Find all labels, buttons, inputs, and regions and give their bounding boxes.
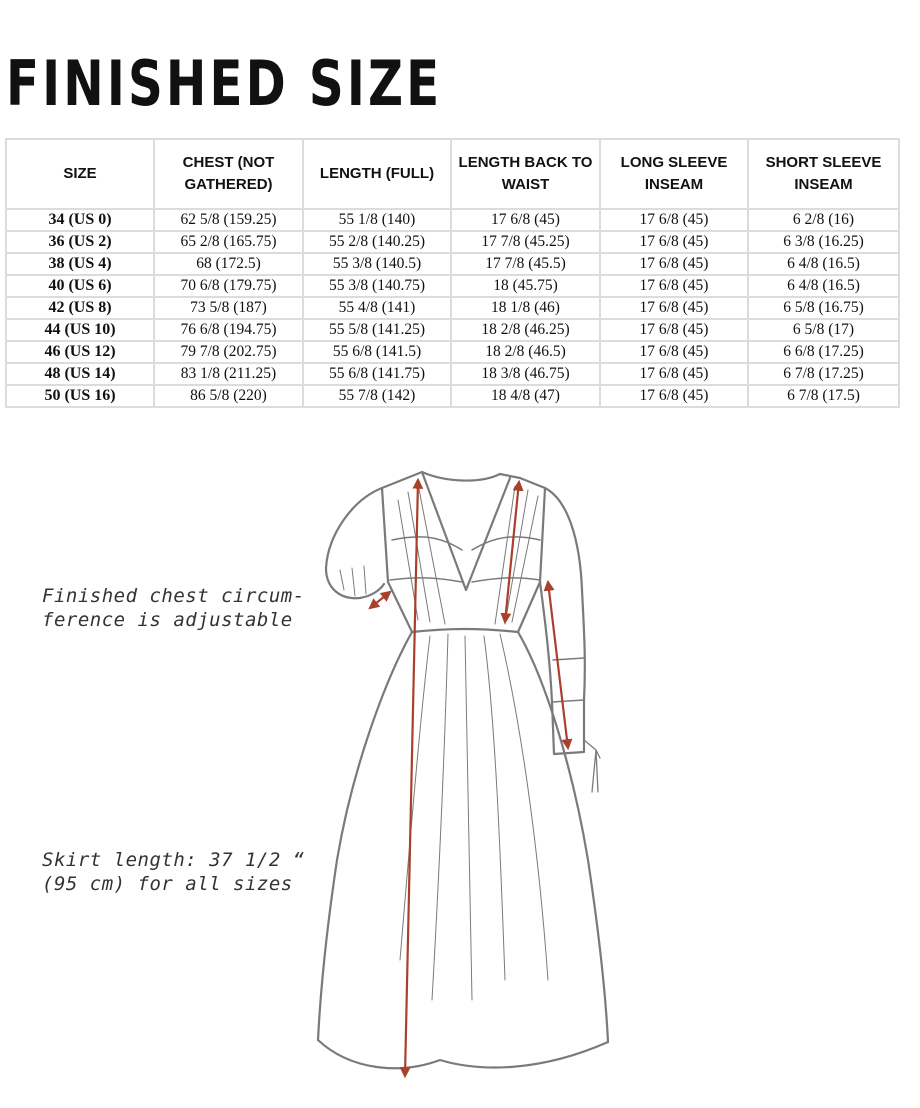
short-sleeve-cell: 6 3/8 (16.25): [748, 231, 899, 253]
back-to-waist-cell: 18 2/8 (46.5): [451, 341, 600, 363]
short-sleeve-cell: 6 4/8 (16.5): [748, 253, 899, 275]
length-full-cell: 55 2/8 (140.25): [303, 231, 451, 253]
back-to-waist-cell: 17 6/8 (45): [451, 209, 600, 231]
chest-cell: 62 5/8 (159.25): [154, 209, 303, 231]
size-cell: 34 (US 0): [6, 209, 154, 231]
long-sleeve-cell: 17 6/8 (45): [600, 253, 748, 275]
header-chest: CHEST (NOT GATHERED): [154, 139, 303, 209]
length-full-cell: 55 7/8 (142): [303, 385, 451, 407]
chest-cell: 65 2/8 (165.75): [154, 231, 303, 253]
short-sleeve-cell: 6 5/8 (16.75): [748, 297, 899, 319]
skirt-left: [318, 632, 412, 1040]
long-sleeve-cell: 17 6/8 (45): [600, 319, 748, 341]
short-sleeve-cell: 6 7/8 (17.25): [748, 363, 899, 385]
length-full-cell: 55 3/8 (140.75): [303, 275, 451, 297]
back-to-waist-cell: 17 7/8 (45.25): [451, 231, 600, 253]
long-sleeve-cell: 17 6/8 (45): [600, 275, 748, 297]
table-row: [6, 297, 899, 319]
table-row: [6, 319, 899, 341]
header-length-back-to-waist: LENGTH BACK TO WAIST: [451, 139, 600, 209]
chest-cell: 79 7/8 (202.75): [154, 341, 303, 363]
chest-cell: 70 6/8 (179.75): [154, 275, 303, 297]
chest-cell: 68 (172.5): [154, 253, 303, 275]
right-sleeve: [540, 488, 585, 754]
size-table: [5, 138, 900, 408]
length-full-cell: 55 1/8 (140): [303, 209, 451, 231]
chest-cell: 86 5/8 (220): [154, 385, 303, 407]
skirt-note: Skirt length: 37 1/2 “ (95 cm) for all sizes: [42, 849, 305, 895]
dress-illustration: [0, 440, 920, 1108]
waist-seam: [412, 629, 518, 632]
header-long-sleeve-inseam: LONG SLEEVE INSEAM: [600, 139, 748, 209]
long-sleeve-arrow: [548, 582, 568, 748]
chest-cell: 73 5/8 (187): [154, 297, 303, 319]
back-to-waist-cell: 18 2/8 (46.25): [451, 319, 600, 341]
header-size: SIZE: [6, 139, 154, 209]
back-to-waist-cell: 17 7/8 (45.5): [451, 253, 600, 275]
short-sleeve-cell: 6 4/8 (16.5): [748, 275, 899, 297]
chest-note: Finished chest circum- ference is adjustable: [42, 585, 305, 631]
chest-cell: 76 6/8 (194.75): [154, 319, 303, 341]
table-row: [6, 385, 899, 407]
long-sleeve-cell: 17 6/8 (45): [600, 297, 748, 319]
size-cell: 46 (US 12): [6, 341, 154, 363]
length-full-cell: 55 5/8 (141.25): [303, 319, 451, 341]
length-full-cell: 55 4/8 (141): [303, 297, 451, 319]
long-sleeve-cell: 17 6/8 (45): [600, 209, 748, 231]
short-sleeve-cell: 6 5/8 (17): [748, 319, 899, 341]
length-full-cell: 55 3/8 (140.5): [303, 253, 451, 275]
skirt-right: [518, 632, 608, 1042]
neckline: [382, 472, 545, 488]
header-short-sleeve-inseam: SHORT SLEEVE INSEAM: [748, 139, 899, 209]
long-sleeve-cell: 17 6/8 (45): [600, 385, 748, 407]
page-title: FINISHED SIZE: [6, 46, 443, 120]
short-sleeve-cell: 6 6/8 (17.25): [748, 341, 899, 363]
length-full-cell: 55 6/8 (141.75): [303, 363, 451, 385]
size-cell: 42 (US 8): [6, 297, 154, 319]
table-row: [6, 363, 899, 385]
table-row: [6, 253, 899, 275]
chest-cell: 83 1/8 (211.25): [154, 363, 303, 385]
header-length-full: LENGTH (FULL): [303, 139, 451, 209]
size-cell: 38 (US 4): [6, 253, 154, 275]
back-to-waist-cell: 18 3/8 (46.75): [451, 363, 600, 385]
short-sleeve-cell: 6 7/8 (17.5): [748, 385, 899, 407]
size-cell: 44 (US 10): [6, 319, 154, 341]
long-sleeve-cell: 17 6/8 (45): [600, 341, 748, 363]
size-cell: 36 (US 2): [6, 231, 154, 253]
table-header-row: [6, 139, 899, 209]
back-to-waist-cell: 18 4/8 (47): [451, 385, 600, 407]
size-cell: 50 (US 16): [6, 385, 154, 407]
table-row: [6, 341, 899, 363]
left-sleeve: [326, 488, 384, 598]
long-sleeve-cell: 17 6/8 (45): [600, 231, 748, 253]
table-row: [6, 209, 899, 231]
back-to-waist-cell: 18 (45.75): [451, 275, 600, 297]
bodice-right: [518, 488, 545, 632]
length-full-cell: 55 6/8 (141.5): [303, 341, 451, 363]
back-to-waist-cell: 18 1/8 (46): [451, 297, 600, 319]
cuff-ties: [584, 740, 600, 792]
short-sleeve-cell: 6 2/8 (16): [748, 209, 899, 231]
long-sleeve-cell: 17 6/8 (45): [600, 363, 748, 385]
size-cell: 48 (US 14): [6, 363, 154, 385]
size-cell: 40 (US 6): [6, 275, 154, 297]
table-row: [6, 231, 899, 253]
table-row: [6, 275, 899, 297]
hem: [318, 1040, 608, 1068]
